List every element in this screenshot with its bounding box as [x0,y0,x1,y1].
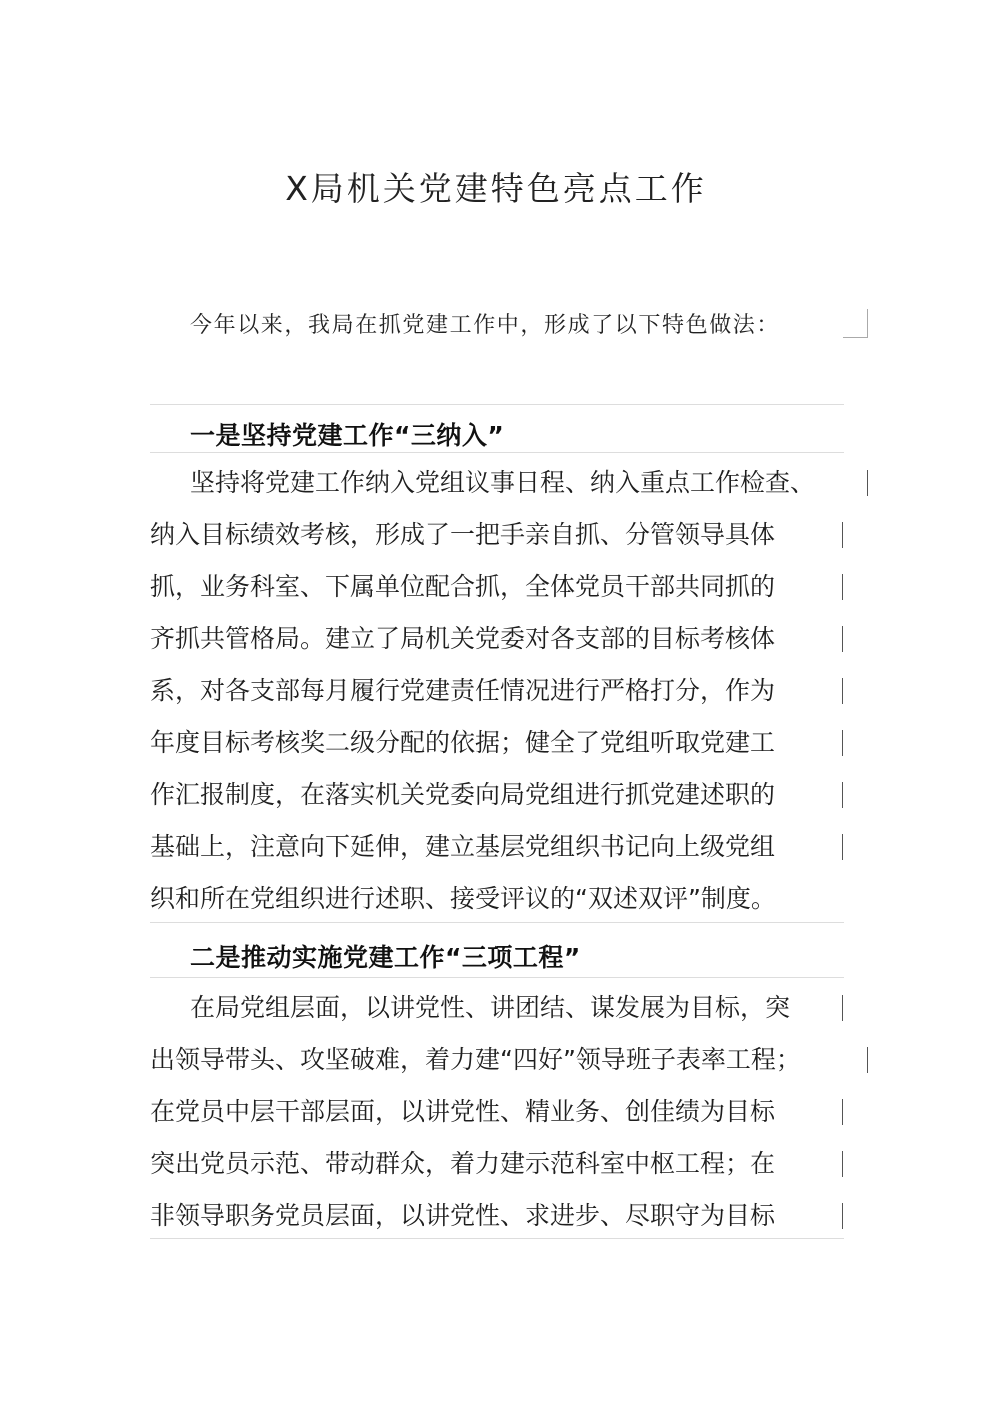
paragraph-line: 基础上，注意向下延伸，建立基层党组织书记向上级党组 [150,832,776,861]
section-divider [150,404,844,405]
section-divider [150,452,844,453]
line-end-marker [842,626,843,652]
paragraph-line: 在局党组层面，以讲党性、讲团结、谋发展为目标，突 [190,993,791,1022]
intro-paragraph: 今年以来，我局在抓党建工作中，形成了以下特色做法： [190,313,781,338]
paragraph-line: 年度目标考核奖二级分配的依据；健全了党组听取党建工 [150,728,776,757]
paragraph-line: 抓，业务科室、下属单位配合抓，全体党员干部共同抓的 [150,572,776,601]
paragraph-line: 齐抓共管格局。建立了局机关党委对各支部的目标考核体 [150,624,776,653]
line-end-marker [842,1099,843,1125]
paragraph-line: 作汇报制度，在落实机关党委向局党组进行抓党建述职的 [150,780,776,809]
line-end-marker [842,678,843,704]
line-end-marker [867,1047,868,1073]
revision-mark [843,309,868,338]
line-end-marker [842,730,843,756]
paragraph-line: 出领导带头、攻坚破难，着力建“四好”领导班子表率工程； [150,1045,801,1074]
section-divider [150,977,844,978]
line-end-marker [842,1151,843,1177]
paragraph-line: 非领导职务党员层面，以讲党性、求进步、尽职守为目标 [150,1201,776,1230]
section-heading-1: 一是坚持党建工作“三纳入” [190,421,505,450]
paragraph-line: 突出党员示范、带动群众，着力建示范科室中枢工程；在 [150,1149,776,1178]
paragraph-line: 系，对各支部每月履行党建责任情况进行严格打分，作为 [150,676,776,705]
paragraph-line: 织和所在党组织进行述职、接受评议的“双述双评”制度。 [150,884,776,913]
section-divider [150,922,844,923]
section-heading-2: 二是推动实施党建工作“三项工程” [190,943,581,972]
line-end-marker [842,574,843,600]
line-end-marker [842,995,843,1021]
line-end-marker [842,522,843,548]
paragraph-line: 坚持将党建工作纳入党组议事日程、纳入重点工作检查、 [190,468,816,497]
line-end-marker [842,1203,843,1229]
paragraph-line: 纳入目标绩效考核，形成了一把手亲自抓、分管领导具体 [150,520,776,549]
section-divider [150,1238,844,1239]
paragraph-line: 在党员中层干部层面，以讲党性、精业务、创佳绩为目标 [150,1097,776,1126]
line-end-marker [842,782,843,808]
document-title: X局机关党建特色亮点工作 [285,169,707,208]
line-end-marker [867,470,868,496]
line-end-marker [842,834,843,860]
